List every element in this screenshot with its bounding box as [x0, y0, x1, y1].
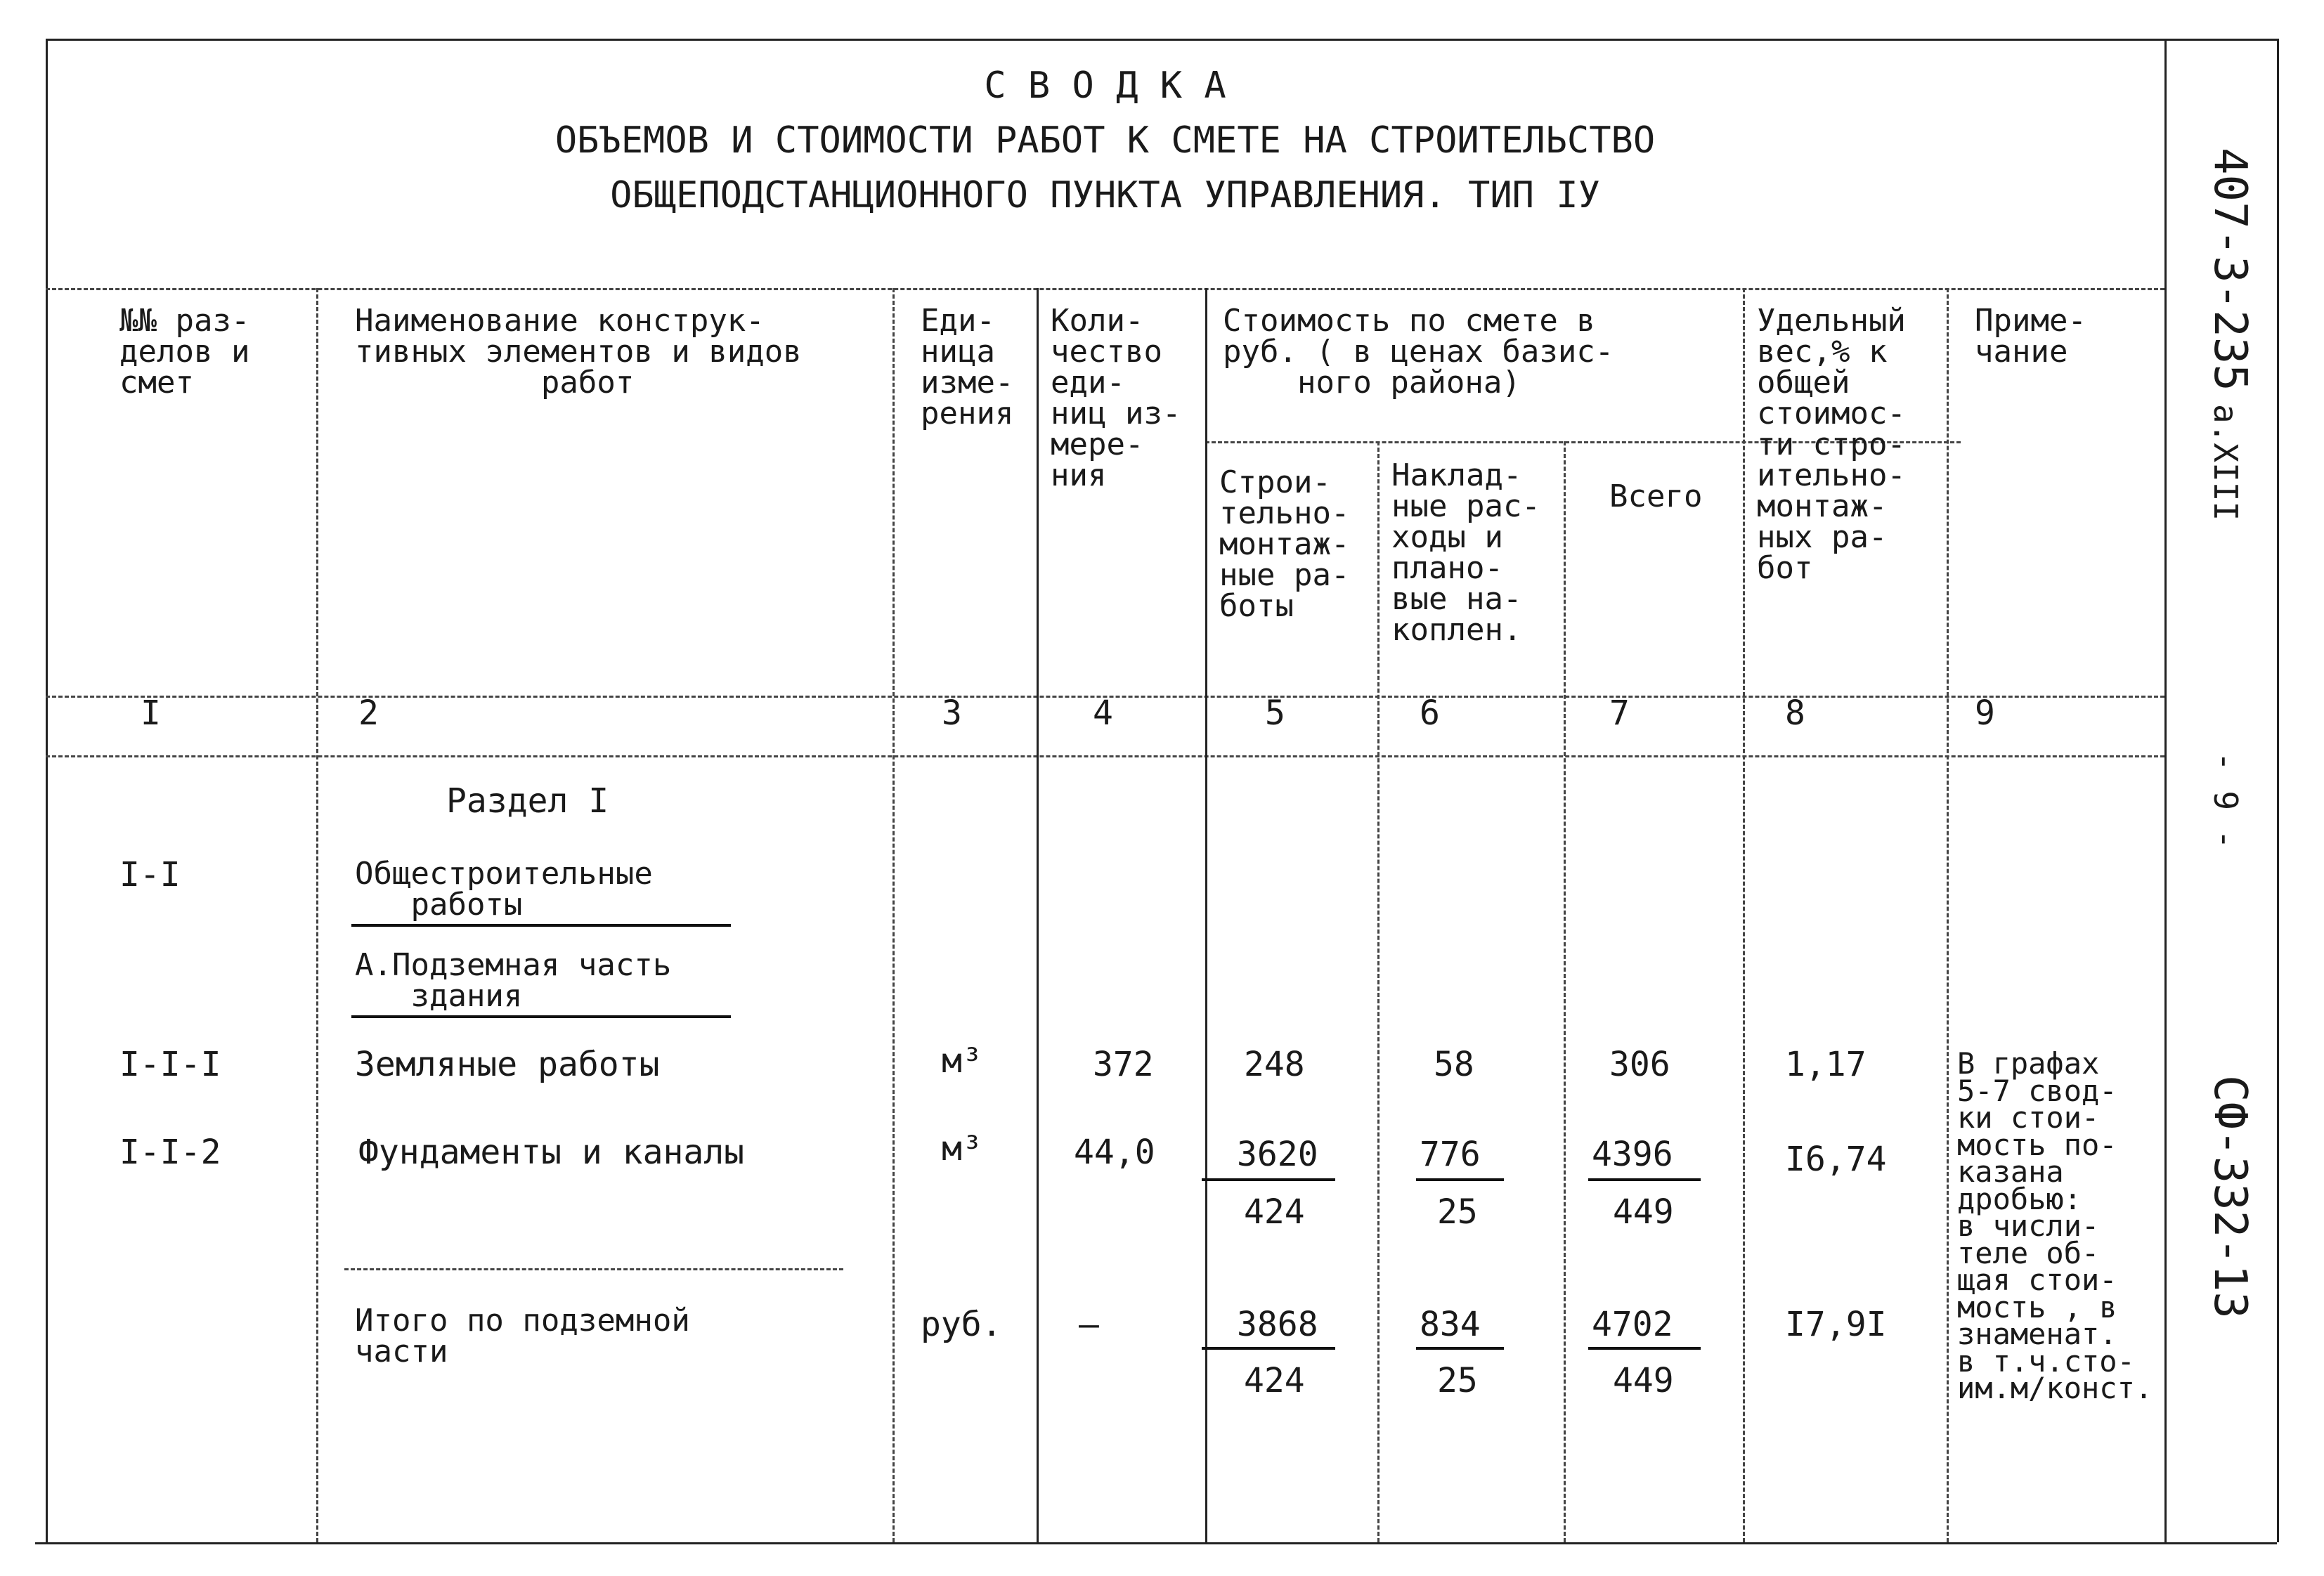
- fraction-bar: [1202, 1347, 1335, 1350]
- frame-bottom: [35, 1542, 2277, 1544]
- section-title: Раздел I: [446, 781, 609, 821]
- subtotal-construction-cost-denominator: 424: [1244, 1361, 1305, 1400]
- col-number-5: 5: [1265, 693, 1285, 733]
- col-number-8: 8: [1785, 693, 1805, 733]
- subtotal-overhead-denominator: 25: [1437, 1361, 1478, 1400]
- row-overhead: 776: [1420, 1135, 1481, 1174]
- header-quantity: Коли- чество еди- ниц из- мере- ния: [1051, 303, 1181, 493]
- row-overhead-denominator: 25: [1437, 1192, 1478, 1232]
- table-top-line: [46, 288, 2164, 290]
- stamp-sheet: СФ-332-13: [2204, 1075, 2256, 1319]
- subtotal-unit: руб.: [921, 1305, 1002, 1344]
- row-total: 4396: [1592, 1135, 1673, 1174]
- row-quantity: 44,0: [1074, 1133, 1155, 1172]
- col-divider-3: [1037, 288, 1039, 1542]
- subtotal-separator: [344, 1268, 843, 1270]
- frame-top: [46, 39, 2277, 41]
- row-total-denominator: 449: [1613, 1192, 1674, 1232]
- title-line-2: ОБЪЕМОВ И СТОИМОСТИ РАБОТ К СМЕТЕ НА СТРОИТЕЛЬСТВО: [554, 119, 1656, 162]
- header-total: Всего: [1609, 478, 1703, 514]
- fraction-bar: [1588, 1347, 1701, 1350]
- row-name: Фундаменты и каналы: [358, 1133, 745, 1172]
- subtotal-total: 4702: [1592, 1305, 1673, 1344]
- col-divider-5: [1377, 441, 1380, 1542]
- stamp-divider: [2164, 39, 2167, 1542]
- subtotal-share: I7,9I: [1785, 1305, 1887, 1344]
- fraction-bar: [1202, 1178, 1335, 1181]
- fraction-bar: [1588, 1178, 1701, 1181]
- header-name: Наименование конструк- тивных элементов и видов работ: [355, 303, 802, 400]
- underline: [351, 924, 731, 927]
- col-divider-2: [892, 288, 895, 1542]
- col-number-6: 6: [1420, 693, 1440, 733]
- col-number-3: 3: [942, 693, 962, 733]
- row-code: I-I: [119, 855, 181, 894]
- note-text: В графах 5-7 свод- ки стои- мость по- казана дробью: в числи- теле об- щая стои- мость , в знаменат. в т.ч.сто- им.м/конст.: [1957, 1046, 2153, 1405]
- header-cost-group: Стоимость по смете в руб. ( в ценах базис- ного района): [1223, 303, 1614, 400]
- col-divider-7: [1743, 288, 1745, 1542]
- col-number-7: 7: [1609, 693, 1630, 733]
- header-note: Приме- чание: [1975, 303, 2086, 370]
- row-total: 306: [1609, 1045, 1670, 1084]
- fraction-bar: [1416, 1178, 1504, 1181]
- col-divider-1: [316, 288, 318, 1542]
- col-divider-6: [1564, 441, 1566, 1542]
- title-line-1: С В О Д К А: [984, 65, 1226, 107]
- row-code: I-I-I: [119, 1045, 221, 1084]
- stamp-album: а.XIII: [2207, 404, 2245, 521]
- header-overhead: Наклад- ные рас- ходы и плано- вые на- коплен.: [1391, 457, 1540, 648]
- frame-left: [46, 39, 48, 1542]
- row-share: I6,74: [1785, 1140, 1887, 1179]
- header-section-number: №№ раз- делов и смет: [119, 303, 250, 400]
- row-name: Земляные работы: [355, 1045, 660, 1084]
- header-construction-works: Строи- тельно- монтаж- ные ра- боты: [1219, 464, 1350, 624]
- col-number-2: 2: [358, 693, 379, 733]
- col-number-4: 4: [1093, 693, 1113, 733]
- col-numbers-bottom-line: [46, 755, 2164, 757]
- underline: [351, 1015, 731, 1018]
- row-share: 1,17: [1785, 1045, 1867, 1084]
- title-line-3: ОБЩЕПОДСТАНЦИОННОГО ПУНКТА УПРАВЛЕНИЯ. ТИП IУ: [610, 174, 1600, 216]
- col-divider-8: [1947, 288, 1949, 1542]
- subtotal-overhead: 834: [1420, 1305, 1481, 1344]
- frame-right: [2277, 39, 2279, 1542]
- stamp-code: 407-3-235: [2204, 148, 2256, 391]
- header-share: Удельный вес,% к общей стоимос- ти стро- ительно- монтаж- ных ра- бот: [1757, 303, 1906, 586]
- subtotal-construction-cost: 3868: [1237, 1305, 1318, 1344]
- row-overhead: 58: [1434, 1045, 1474, 1084]
- row-unit: м³: [942, 1041, 982, 1081]
- subtotal-name: Итого по подземной части: [355, 1303, 690, 1369]
- col-number-1: I: [141, 693, 161, 733]
- col-number-9: 9: [1975, 693, 1995, 733]
- subtotal-total-denominator: 449: [1613, 1361, 1674, 1400]
- col-divider-4: [1205, 288, 1207, 1542]
- stamp-page: - 9 -: [2207, 752, 2245, 849]
- row-construction-cost: 3620: [1237, 1135, 1318, 1174]
- row-code: I-I-2: [119, 1133, 221, 1172]
- row-name: А.Подземная часть здания: [355, 947, 672, 1014]
- row-construction-cost: 248: [1244, 1045, 1305, 1084]
- subtotal-quantity: –: [1079, 1305, 1099, 1344]
- row-unit: м³: [942, 1129, 982, 1168]
- fraction-bar: [1416, 1347, 1504, 1350]
- header-unit: Еди- ница изме- рения: [921, 303, 1014, 431]
- row-name: Общестроительные работы: [355, 856, 653, 923]
- row-quantity: 372: [1093, 1045, 1154, 1084]
- row-construction-cost-denominator: 424: [1244, 1192, 1305, 1232]
